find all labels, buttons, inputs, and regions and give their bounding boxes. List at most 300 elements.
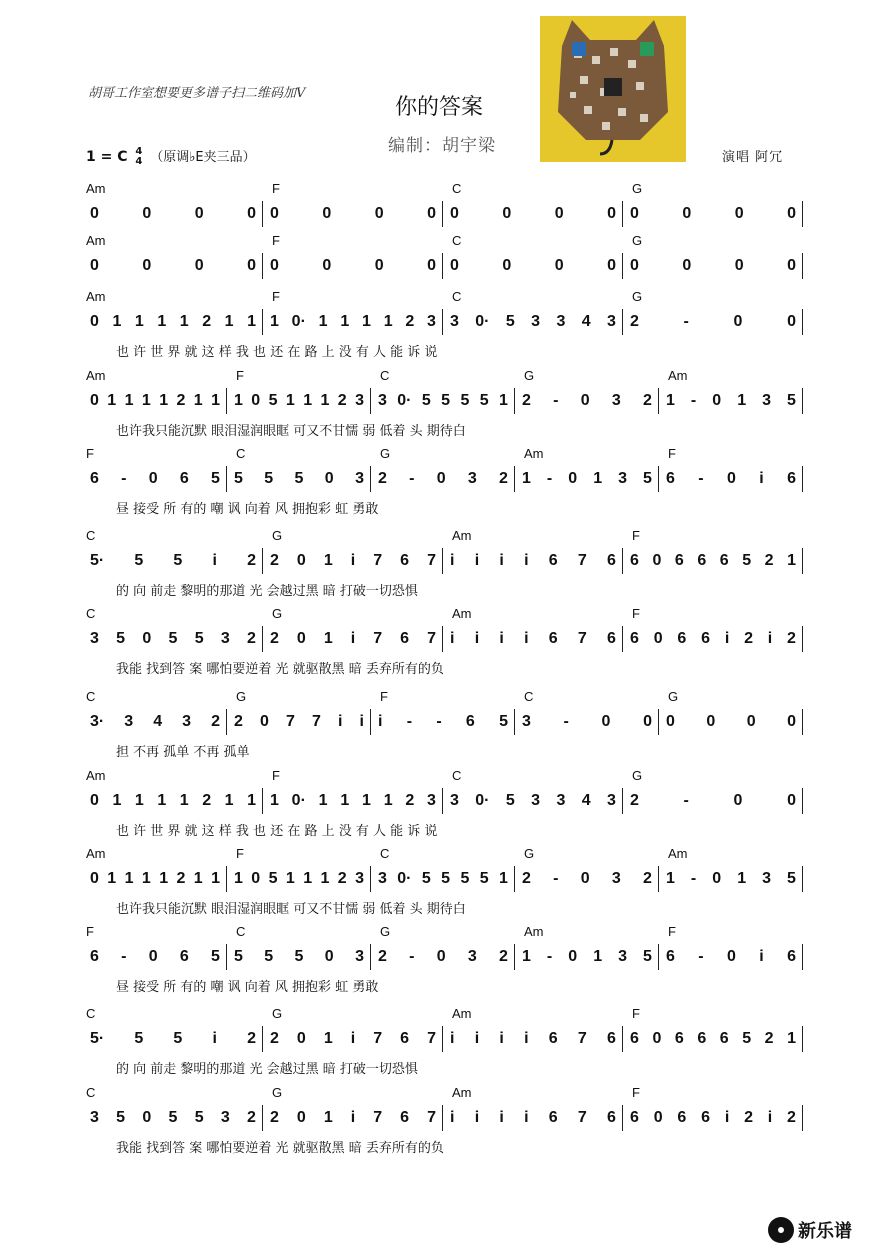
note: 3 [378, 392, 387, 409]
chord-symbol: F [86, 924, 94, 939]
note: 1 [157, 792, 167, 809]
lyric-text: 也 许 世 界 就 这 样 我 也 还 在 路 上 没 有 人 能 诉 说 [116, 824, 438, 839]
note: 5 [499, 713, 508, 730]
measure [90, 205, 256, 223]
note: 0 [706, 713, 716, 730]
measure [450, 205, 616, 223]
measure [90, 630, 256, 648]
note: 1 [522, 470, 531, 487]
note: 2 [630, 792, 639, 809]
note: 0 [251, 870, 261, 887]
note-row [0, 630, 888, 650]
chord-symbol: Am [452, 528, 472, 543]
note: 1 [318, 313, 328, 330]
note: 7 [577, 1030, 587, 1047]
note: 1 [340, 313, 350, 330]
note: 0 [90, 870, 99, 887]
note: 5· [90, 1030, 105, 1047]
note: 2 [787, 630, 796, 647]
barline [442, 626, 443, 652]
chord-symbol: G [524, 368, 535, 383]
note: 0· [291, 792, 306, 809]
barline [802, 201, 803, 227]
measure [270, 313, 436, 331]
chord-row [0, 233, 888, 253]
chord-symbol: G [380, 924, 391, 939]
note: 1 [593, 470, 603, 487]
note-row [0, 948, 888, 968]
barline [262, 788, 263, 814]
chord-symbol: G [236, 689, 247, 704]
note-row [0, 1109, 888, 1129]
chord-row [0, 768, 888, 788]
note: 5 [742, 1030, 752, 1047]
note: 1 [193, 392, 203, 409]
note: 5 [294, 948, 304, 965]
note: - [563, 713, 569, 730]
barline [226, 466, 227, 492]
note: 6 [179, 948, 189, 965]
chord-symbol: F [380, 689, 388, 704]
chord-symbol: F [272, 181, 280, 196]
note: 5 [211, 948, 220, 965]
chord-symbol: G [668, 689, 679, 704]
note: i [338, 713, 343, 730]
note: 0 [90, 792, 99, 809]
note: 6 [548, 1109, 558, 1126]
note: i [212, 552, 217, 569]
song-title: 你的答案 [395, 95, 484, 120]
note: 6 [400, 630, 410, 647]
note: 5· [90, 552, 105, 569]
note: 3 [618, 948, 628, 965]
note: 0 [90, 205, 99, 222]
note: 0 [427, 205, 436, 222]
measure [270, 1030, 436, 1048]
note: 6 [400, 552, 410, 569]
note: 2 [499, 470, 508, 487]
chord-symbol: F [632, 1006, 640, 1021]
note: 2 [270, 1109, 279, 1126]
note: 6 [548, 1030, 558, 1047]
note: 1 [320, 870, 330, 887]
chord-symbol: G [632, 233, 643, 248]
note: 0· [475, 313, 490, 330]
measure [90, 870, 220, 888]
note: 5 [742, 552, 752, 569]
note: 0 [251, 392, 261, 409]
note: 0 [502, 205, 512, 222]
lyric-text: 我能 找到答 案 哪怕要逆着 光 就驱散黑 暗 丢弃所有的负 [116, 662, 444, 677]
note: - [409, 948, 415, 965]
barline [622, 201, 623, 227]
lyric-row [0, 580, 888, 600]
note: i [767, 630, 773, 647]
note: 3 [611, 870, 621, 887]
barline [370, 709, 371, 735]
site-logo [768, 1217, 852, 1243]
note: - [698, 470, 704, 487]
chord-row [0, 924, 888, 944]
note-row [0, 205, 888, 225]
note: 0 [142, 1109, 152, 1126]
note: 3 [182, 713, 192, 730]
note: 0 [734, 205, 744, 222]
note: 0 [296, 1030, 306, 1047]
barline [658, 944, 659, 970]
note: 2 [247, 552, 256, 569]
note: - [698, 948, 704, 965]
barline [370, 944, 371, 970]
lyric-text: 昼 接受 所 有的 嘲 讽 向着 风 拥抱彩 虹 勇敢 [116, 980, 379, 995]
note: 1 [159, 392, 169, 409]
note: 1 [383, 792, 393, 809]
measure [450, 792, 616, 810]
note: 1 [224, 313, 234, 330]
measure [630, 313, 796, 331]
note: 5 [268, 392, 278, 409]
note: 5 [505, 792, 515, 809]
note: 1 [383, 313, 393, 330]
measure [90, 470, 220, 488]
chord-row [0, 446, 888, 466]
note: 0 [324, 470, 334, 487]
lyric-row [0, 898, 888, 918]
note: 5 [421, 870, 431, 887]
measure [90, 257, 256, 275]
note: - [121, 948, 127, 965]
barline [370, 388, 371, 414]
note: 1 [247, 792, 256, 809]
note: 5 [234, 948, 243, 965]
note: 3 [607, 792, 616, 809]
note: 0 [194, 257, 204, 274]
barline [442, 1105, 443, 1131]
note: 1 [666, 870, 675, 887]
note: 0 [630, 205, 639, 222]
barline [622, 626, 623, 652]
note: i [724, 630, 730, 647]
note: 1 [362, 313, 371, 330]
measure [630, 630, 796, 648]
note: 6 [697, 552, 707, 569]
chord-symbol: F [272, 768, 280, 783]
note: 2 [270, 1030, 279, 1047]
note: i [350, 1030, 356, 1047]
note: 3 [531, 313, 541, 330]
barline [442, 1026, 443, 1052]
lyric-text: 担 不再 孤单 不再 孤单 [116, 745, 250, 760]
note: 0 [787, 713, 796, 730]
note: 6 [465, 713, 475, 730]
barline [262, 1105, 263, 1131]
note: 5 [116, 630, 126, 647]
note: 1 [112, 313, 122, 330]
note: 1 [737, 392, 747, 409]
note: i [450, 1109, 455, 1126]
measure [270, 552, 436, 570]
barline [442, 253, 443, 279]
note: 6 [674, 552, 684, 569]
note-row [0, 1030, 888, 1050]
note: 0 [270, 205, 279, 222]
note: 1 [522, 948, 531, 965]
note: 1 [141, 392, 151, 409]
note: 0 [502, 257, 512, 274]
note-row [0, 552, 888, 572]
note: - [690, 392, 697, 409]
chord-symbol: F [236, 368, 244, 383]
note: 1 [193, 870, 203, 887]
note: 0 [142, 630, 152, 647]
barline [514, 866, 515, 892]
note: 6 [787, 470, 796, 487]
note: 0 [374, 205, 384, 222]
note: 1 [285, 392, 295, 409]
lyric-text: 我能 找到答 案 哪怕要逆着 光 就驱散黑 暗 丢弃所有的负 [116, 1141, 444, 1156]
measure [522, 470, 652, 488]
note: 3 [531, 792, 541, 809]
note: 5 [168, 1109, 178, 1126]
measure [90, 552, 256, 570]
barline [658, 866, 659, 892]
barline [442, 201, 443, 227]
chord-symbol: Am [452, 606, 472, 621]
note: i [524, 1109, 529, 1126]
note: 4 [581, 792, 591, 809]
note: i [767, 1109, 773, 1126]
note: 1 [211, 392, 220, 409]
note: 0 [260, 713, 269, 730]
measure [90, 792, 256, 810]
note: 5 [643, 470, 652, 487]
time-top: 4 [135, 146, 143, 157]
key-label: 1 = C [86, 149, 128, 165]
note: 3 [556, 313, 566, 330]
barline [658, 466, 659, 492]
note: 0 [607, 205, 616, 222]
note: i [499, 1109, 504, 1126]
note-row [0, 392, 888, 412]
barline [622, 309, 623, 335]
note: i [524, 1030, 529, 1047]
note: 0 [787, 205, 796, 222]
measure [378, 948, 508, 966]
note: 2 [247, 1109, 256, 1126]
note: 5 [173, 1030, 183, 1047]
barline [802, 866, 803, 892]
measure [450, 257, 616, 275]
measure [522, 948, 652, 966]
note: i [350, 1109, 356, 1126]
note: 0 [247, 257, 256, 274]
measure [270, 792, 436, 810]
note: 2 [499, 948, 508, 965]
note: 1 [499, 392, 508, 409]
note-row [0, 713, 888, 733]
note: 1 [787, 1030, 796, 1047]
note: i [474, 630, 480, 647]
key-signature [86, 146, 256, 167]
note: i [499, 552, 504, 569]
measure [450, 313, 616, 331]
note: 0 [194, 205, 204, 222]
note: 7 [373, 552, 383, 569]
note: 3 [220, 1109, 230, 1126]
measure [234, 870, 364, 888]
note: 6 [400, 1109, 410, 1126]
lyric-row [0, 658, 888, 678]
chord-symbol: Am [452, 1006, 472, 1021]
note: - [409, 470, 415, 487]
note: 1 [179, 313, 189, 330]
note: 7 [373, 630, 383, 647]
barline [622, 788, 623, 814]
note: 4 [581, 313, 591, 330]
chord-symbol: Am [86, 768, 106, 783]
barline [514, 388, 515, 414]
chord-symbol: C [380, 846, 390, 861]
chord-symbol: G [632, 181, 643, 196]
note: 0 [652, 552, 662, 569]
chord-symbol: Am [86, 289, 106, 304]
note: 5 [264, 948, 274, 965]
note: 2 [247, 1030, 256, 1047]
barline [262, 626, 263, 652]
barline [262, 309, 263, 335]
chord-symbol: F [668, 924, 676, 939]
note: 0 [607, 257, 616, 274]
chord-row [0, 368, 888, 388]
note: 5 [234, 470, 243, 487]
note: 0 [142, 257, 152, 274]
note: 0 [148, 470, 158, 487]
chord-symbol: G [272, 528, 283, 543]
note: 0 [436, 948, 446, 965]
logo-text: 新乐谱 [798, 1221, 852, 1242]
chord-symbol: Am [524, 924, 544, 939]
cat-qr-icon [540, 16, 686, 162]
note: i [524, 630, 529, 647]
note: 1 [157, 313, 167, 330]
lyric-row [0, 976, 888, 996]
note: 6 [630, 552, 639, 569]
barline [442, 309, 443, 335]
note: 1 [107, 870, 117, 887]
chord-symbol: G [632, 289, 643, 304]
note: 3 [618, 470, 628, 487]
measure [378, 392, 508, 410]
barline [802, 309, 803, 335]
measure [666, 713, 796, 731]
barline [802, 466, 803, 492]
note: 3 [450, 792, 459, 809]
note: 3 [124, 713, 134, 730]
note: i [474, 1109, 480, 1126]
note: 6 [719, 1030, 729, 1047]
chord-symbol: F [668, 446, 676, 461]
chord-symbol: G [272, 606, 283, 621]
measure [666, 470, 796, 488]
note: 0 [148, 948, 158, 965]
note: 0 [682, 205, 692, 222]
note: 6 [719, 552, 729, 569]
note: 3 [607, 313, 616, 330]
note: 0 [270, 257, 279, 274]
barline [262, 253, 263, 279]
barline [370, 466, 371, 492]
note: 1 [323, 1030, 333, 1047]
note: 5 [441, 392, 451, 409]
note: 0 [568, 470, 578, 487]
note: 6 [630, 1109, 639, 1126]
note: 5 [268, 870, 278, 887]
note: 7 [373, 1109, 383, 1126]
note: i [450, 552, 455, 569]
chord-symbol: C [236, 924, 246, 939]
note: 0 [726, 948, 736, 965]
note: 1 [593, 948, 603, 965]
note: 6 [677, 1109, 687, 1126]
chord-symbol: F [632, 1085, 640, 1100]
chord-symbol: Am [86, 368, 106, 383]
note: 6 [90, 470, 99, 487]
note: 1 [666, 392, 675, 409]
note-row [0, 470, 888, 490]
note: 0 [296, 552, 306, 569]
lyric-row [0, 1137, 888, 1157]
barline [802, 253, 803, 279]
note: 5 [168, 630, 178, 647]
measure [90, 948, 220, 966]
note: 0 [666, 713, 675, 730]
chord-row [0, 1006, 888, 1026]
note: 5 [294, 470, 304, 487]
lyric-row [0, 820, 888, 840]
barline [226, 388, 227, 414]
studio-note: 胡哥工作室想要更多谱子扫二维码加V [88, 86, 306, 101]
note: 1 [737, 870, 747, 887]
measure [666, 392, 796, 410]
chord-symbol: Am [524, 446, 544, 461]
measure [630, 205, 796, 223]
note: 5 [505, 313, 515, 330]
note: 1 [323, 1109, 333, 1126]
chord-row [0, 689, 888, 709]
measure [522, 870, 652, 888]
note: 2 [176, 870, 186, 887]
barline [262, 548, 263, 574]
note: 3 [378, 870, 387, 887]
chord-symbol: G [272, 1085, 283, 1100]
measure [630, 552, 796, 570]
note: 1 [318, 792, 328, 809]
measure [450, 552, 616, 570]
note: - [683, 313, 689, 330]
barline [514, 466, 515, 492]
note: 2 [378, 948, 387, 965]
note: 6 [677, 630, 687, 647]
note: - [553, 870, 559, 887]
note: 1 [134, 792, 144, 809]
measure [270, 257, 436, 275]
note: 0 [296, 1109, 306, 1126]
note: 0 [568, 948, 578, 965]
measure [234, 392, 364, 410]
barline [802, 388, 803, 414]
note: 0· [475, 792, 490, 809]
note: 5 [441, 870, 451, 887]
